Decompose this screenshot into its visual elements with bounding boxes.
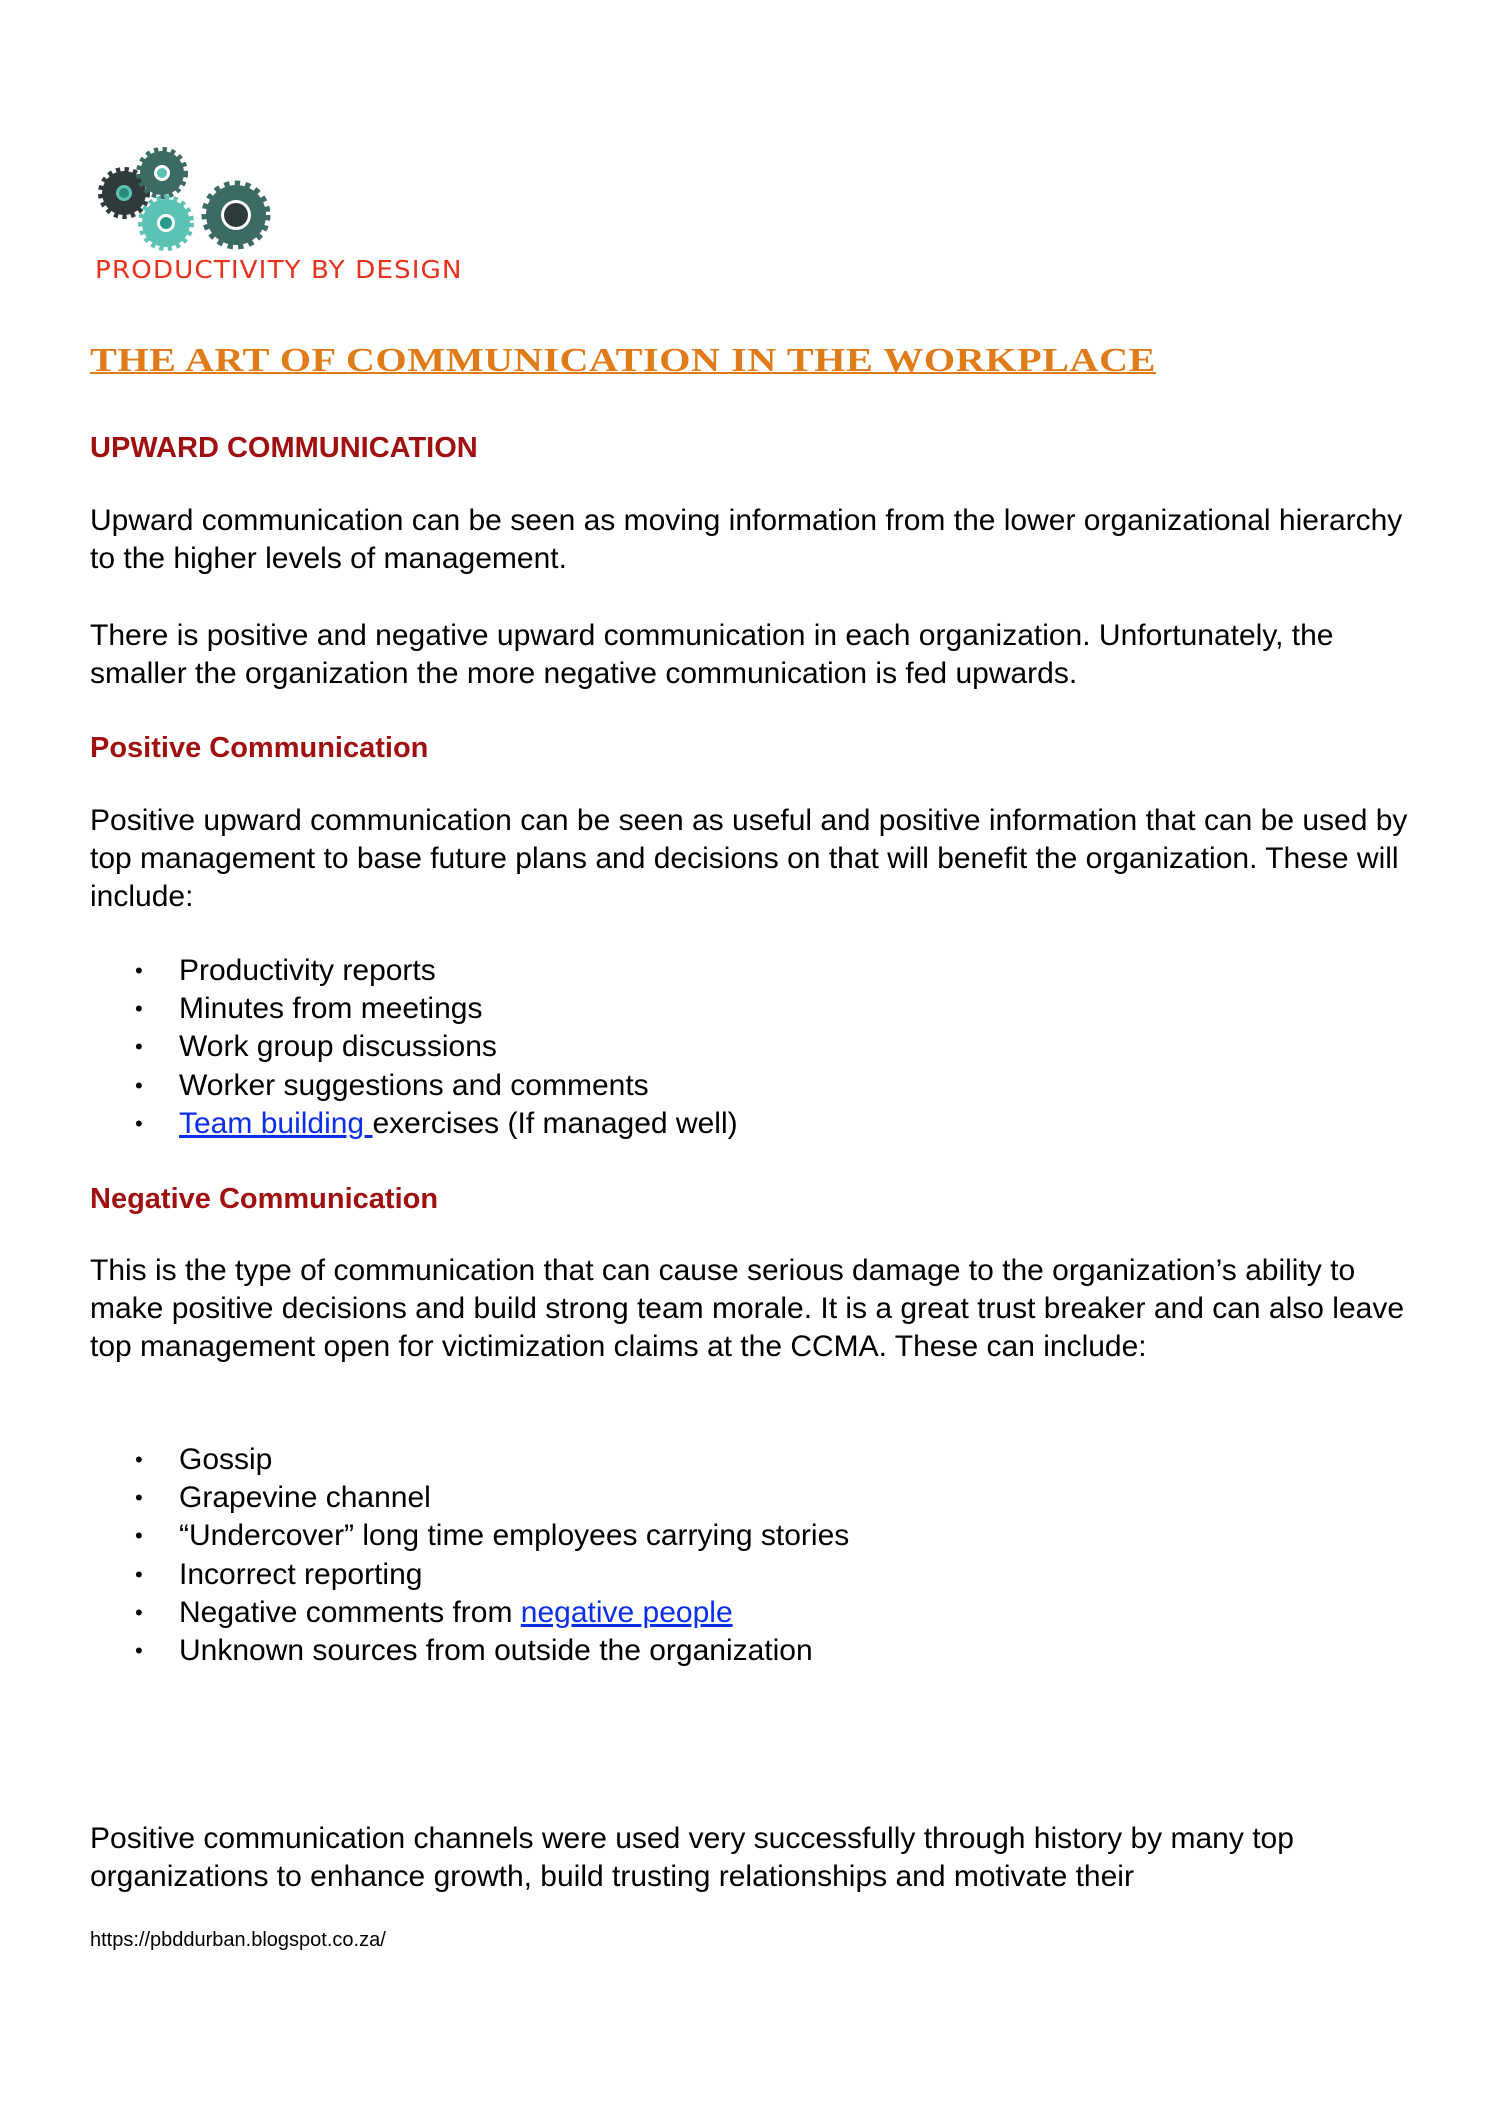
- list-item: • Productivity reports: [90, 952, 1430, 990]
- list-item: • Minutes from meetings: [90, 990, 1430, 1028]
- list-item: • Incorrect reporting: [90, 1556, 1430, 1594]
- list-item: [90, 1105, 1430, 1143]
- upward-paragraph-1: Upward communication can be seen as moving information from the lower organizational hierarchy to the higher levels of management.: [90, 504, 1403, 576]
- positive-list: [90, 952, 1430, 1143]
- negative-list: [90, 1441, 1430, 1670]
- list-item: • Grapevine channel: [90, 1479, 1430, 1517]
- positive-heading: Positive Communication: [90, 732, 429, 764]
- list-item: • “Undercover” long time employees carrying stories: [90, 1517, 1430, 1555]
- list-item-text: exercises (If managed well): [372, 1106, 738, 1140]
- negative-heading: Negative Communication: [90, 1183, 439, 1215]
- positive-paragraph: Positive upward communication can be seen as useful and positive information that can be used by top management to base future plans and decisions on that will benefit the organization. These will include:: [90, 804, 1408, 914]
- negative-people-link[interactable]: negative people: [520, 1595, 733, 1629]
- list-item: • Unknown sources from outside the organization: [90, 1632, 1430, 1670]
- page-title: THE ART OF COMMUNICATION IN THE WORKPLACE: [90, 342, 1157, 379]
- list-item: • Worker suggestions and comments: [90, 1067, 1430, 1105]
- list-item: • Gossip: [90, 1441, 1430, 1479]
- negative-paragraph: This is the type of communication that can cause serious damage to the organization’s ability to make positive decisions and build strong team morale. It is a great trust breaker and can also leave top management open for victimization claims at the CCMA. These can include:: [90, 1254, 1405, 1364]
- list-item: • Work group discussions: [90, 1028, 1430, 1066]
- list-item: [90, 1594, 1430, 1632]
- logo-text: PRODUCTIVITY BY DESIGN: [95, 255, 463, 284]
- upward-paragraph-2: There is positive and negative upward communication in each organization. Unfortunately, the smaller the organization the more negative communication is fed upwards.: [90, 619, 1334, 691]
- team-building-link[interactable]: Team building: [179, 1106, 373, 1140]
- closing-paragraph: Positive communication channels were used very successfully through history by many top organizations to enhance growth, build trusting relationships and motivate their: [90, 1822, 1294, 1894]
- upward-heading: UPWARD COMMUNICATION: [90, 432, 478, 464]
- list-item-text: Negative comments from: [179, 1595, 521, 1629]
- footer-url: https://pbddurban.blogspot.co.za/: [90, 1929, 386, 1951]
- gears-logo-icon: [96, 145, 286, 260]
